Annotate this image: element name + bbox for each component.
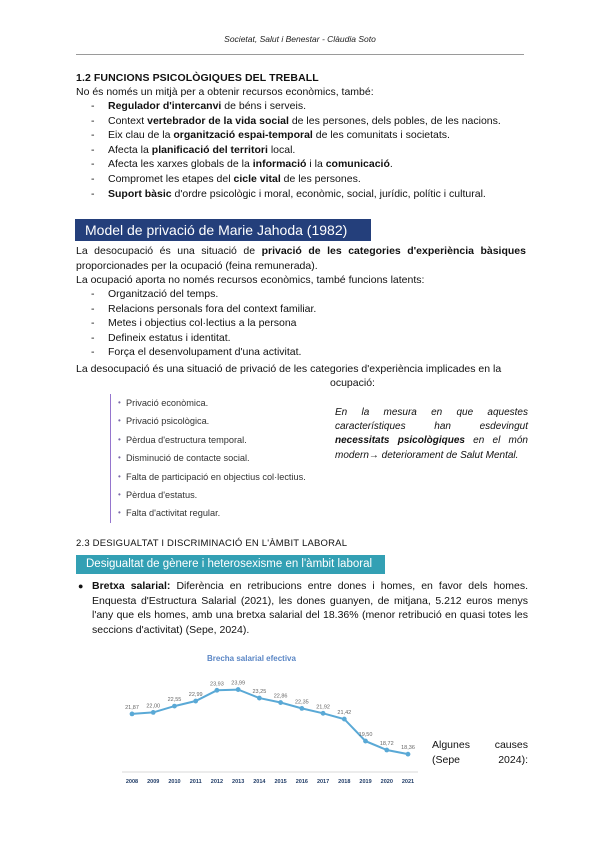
data-label: 21,42: [337, 710, 352, 717]
list-item: - Força el desenvolupament d'una activitat.: [76, 345, 536, 360]
section-heading-2-3: 2.3 DESIGUALTAT I DISCRIMINACIÓ EN L'ÀMBIT LABORAL: [76, 538, 348, 549]
data-point: [257, 696, 262, 701]
tick-label: 2020: [380, 779, 393, 785]
data-label: 18,36: [401, 745, 415, 752]
data-label: 22,55: [167, 697, 182, 704]
list-item: • Pèrdua d'estatus.: [118, 486, 338, 504]
list-item: - Afecta la planificació del territori local.: [76, 143, 536, 158]
data-point: [130, 711, 135, 716]
data-label: 21,87: [125, 704, 139, 711]
data-label: 23,93: [210, 681, 224, 688]
list-item: - Context vertebrador de la vida social de les persones, dels pobles, de les nacions.: [76, 114, 536, 129]
data-label: 23,99: [231, 680, 246, 687]
list-item: • Privació psicològica.: [118, 412, 338, 430]
bullet-icon: ●: [78, 581, 84, 591]
latent-functions-list: [76, 287, 536, 360]
list-item: • Privació econòmica.: [118, 394, 338, 412]
list-item: - Compromet les etapes del cicle vital de les persones.: [76, 172, 536, 187]
data-label: 19,50: [358, 732, 373, 739]
data-point: [406, 752, 411, 757]
tick-label: 2013: [232, 779, 245, 785]
list-item: • Falta d'activitat regular.: [118, 504, 338, 522]
causes-text: Algunes causes (Sepe 2024):: [432, 739, 528, 766]
data-label: 22,35: [294, 699, 309, 706]
data-label: 23,25: [252, 689, 267, 696]
tick-label: 2012: [210, 779, 224, 785]
wage-gap-paragraph: ● Bretxa salarial: Diferència en retribucions entre dones i homes, en favor dels homes. Enquesta d'Estructura Salarial (2021), les dones guanyen, de mitjana, 5.212 euros menys l'any que els homes, amb una bretxa salarial del 18.36% (menor retribució en quasi totes les seccions d'activitat) (Sepe, 2024).: [78, 580, 529, 636]
data-point: [278, 700, 283, 705]
chart-title: Brecha salarial efectiva: [207, 654, 296, 663]
section-intro: No és només un mitjà per a obtenir recursos econòmics, també:: [76, 86, 374, 98]
functions-list: [76, 99, 536, 201]
list-item: • Pèrdua d'estructura temporal.: [118, 431, 338, 449]
data-point: [384, 748, 389, 753]
list-item: - Regulador d'intercanvi de béns i serveis.: [76, 99, 536, 114]
data-label: 18,72: [379, 741, 394, 748]
data-point: [215, 688, 220, 693]
list-item: - Metes i objectius col·lectius a la persona: [76, 316, 536, 331]
list-item: - Suport bàsic d'ordre psicològic i moral, econòmic, social, jurídic, polític i cultural.: [76, 187, 536, 202]
tick-label: 2016: [295, 779, 308, 785]
page-header: Societat, Salut i Benestar - Clàudia Soto: [224, 34, 376, 44]
data-point: [321, 711, 326, 716]
tick-label: 2019: [359, 779, 372, 785]
data-point: [193, 699, 198, 704]
privation-paragraph-end: ocupació:: [330, 377, 375, 389]
gender-inequality-banner: Desigualtat de gènere i heterosexisme en l'àmbit laboral: [76, 555, 385, 574]
list-item: - Relacions personals fora del context familiar.: [76, 302, 536, 317]
list-item: - Afecta les xarxes globals de la informació i la comunicació.: [76, 157, 536, 172]
data-point: [151, 710, 156, 715]
data-label: 22,86: [273, 693, 288, 700]
tick-label: 2014: [253, 779, 266, 785]
data-label: 22,99: [188, 692, 203, 699]
jahoda-paragraph: La desocupació és una situació de privació de les categories d'experiència bàsiques proporcionades per la ocupació (feina remunerada). La ocupació aporta no només recursos econòmics, també funcions latents:: [76, 245, 526, 287]
list-item: • Falta de participació en objectius col·lectius.: [118, 468, 338, 486]
tick-label: 2017: [316, 779, 330, 785]
data-point: [342, 717, 347, 722]
tick-label: 2009: [147, 779, 160, 785]
tick-label: 2021: [401, 779, 415, 785]
list-item: - Organització del temps.: [76, 287, 536, 302]
tick-label: 2015: [274, 779, 287, 785]
mental-health-quote: En la mesura en que aquestes característiques han esdevingut necessitats psicològiques en el món modern→ deteriorament de Salut Mental.: [335, 407, 528, 461]
tick-label: 2018: [338, 779, 351, 785]
privation-list: [110, 394, 338, 523]
data-label: 22,00: [146, 703, 161, 710]
data-point: [363, 739, 368, 744]
list-item: • Disminució de contacte social.: [118, 449, 338, 467]
data-point: [172, 704, 177, 709]
data-point: [299, 706, 304, 711]
jahoda-banner: Model de privació de Marie Jahoda (1982): [75, 219, 371, 241]
tick-label: 2008: [125, 779, 139, 785]
data-label: 21,92: [316, 704, 330, 711]
wage-gap-chart: [120, 668, 420, 790]
tick-label: 2011: [189, 779, 202, 785]
header-divider: [76, 54, 524, 55]
tick-label: 2010: [168, 779, 181, 785]
section-heading-1-2: 1.2 FUNCIONS PSICOLÒGIQUES DEL TREBALL: [76, 72, 319, 84]
privation-paragraph: La desocupació és una situació de privació de les categories d'experiència implicades en la: [76, 363, 502, 375]
data-point: [236, 687, 241, 692]
list-item: - Defineix estatus i identitat.: [76, 331, 536, 346]
list-item: - Eix clau de la organització espai-temporal de les comunitats i societats.: [76, 128, 536, 143]
